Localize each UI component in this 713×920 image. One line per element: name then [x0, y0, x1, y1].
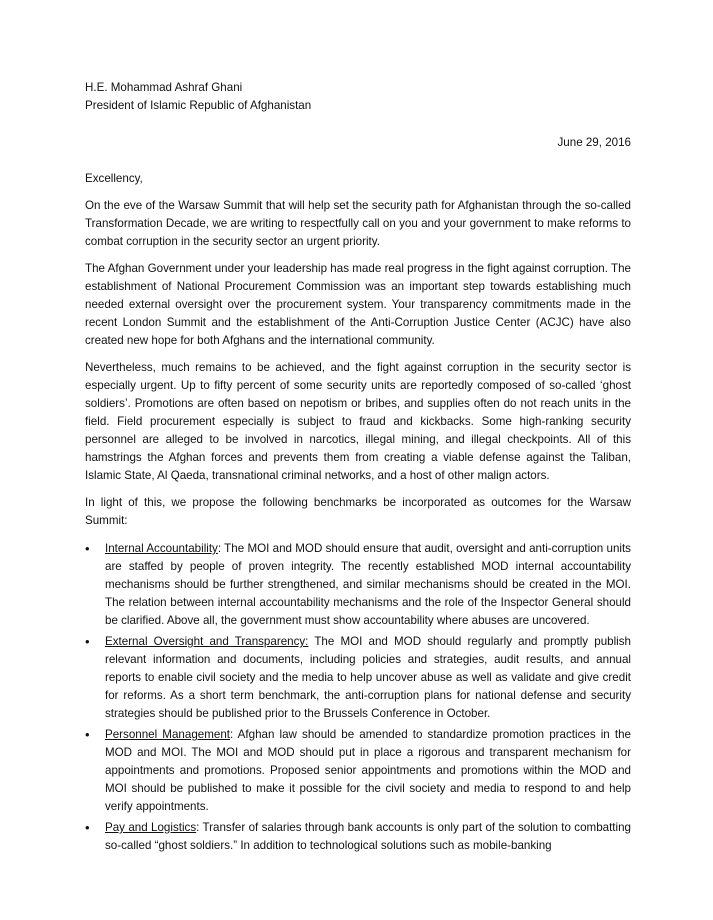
recipient-name: H.E. Mohammad Ashraf Ghani [85, 81, 243, 94]
benchmark-item-pay-logistics [85, 819, 631, 855]
bullet-icon: • [85, 634, 90, 649]
benchmark-item-external-oversight [85, 633, 631, 723]
letter-body [85, 79, 631, 858]
benchmark-heading: Pay and Logistics [105, 821, 197, 834]
letter-date: June 29, 2016 [557, 136, 631, 149]
recipient-title: President of Islamic Republic of Afghanistan [85, 99, 312, 112]
benchmark-text: : The MOI and MOD should ensure that audit, oversight and anti-corruption units are staffed by people of proven integrity. The recently established MOD internal accountability mechanisms should be further strengthened, and similar mechanisms should be created in the MOI. The relation between internal accountability mechanisms and the role of the Inspector General should be clarified. Above all, the government must show accountability where abuses are uncovered. [105, 542, 631, 627]
benchmark-item-personnel-management [85, 726, 631, 816]
bullet-icon: • [85, 820, 90, 835]
benchmark-heading: External Oversight and Transparency: [105, 635, 309, 648]
benchmark-text: : Transfer of salaries through bank accounts is only part of the solution to combatting so-called “ghost soldiers.” In addition to technological solutions such as mobile-banking [105, 821, 632, 852]
bullet-icon: • [85, 727, 90, 742]
benchmark-text: : Afghan law should be amended to standardize promotion practices in the MOD and MOI. The MOI and MOD should put in place a rigorous and transparent mechanism for appointments and promotions. Proposed senior appointments and promotions within the MOD and MOI should be published to make it possible for the civil society and media to respond to and help verify appointments. [105, 728, 631, 813]
salutation: Excellency, [85, 172, 143, 185]
paragraph-intro: On the eve of the Warsaw Summit that will help set the security path for Afghanistan through the so-called Transformation Decade, we are writing to respectfully call on you and your government to make reforms to combat corruption in the security sector an urgent priority. [85, 199, 631, 248]
benchmark-list [85, 540, 631, 855]
paragraph-progress: The Afghan Government under your leadership has made real progress in the fight against corruption. The establishment of National Procurement Commission was an important step towards establishing much needed external oversight over the procurement system. Your transparency commitments made in the recent London Summit and the establishment of the Anti-Corruption Justice Center (ACJC) have also created new hope for both Afghans and the international community. [85, 262, 631, 347]
paragraph-proposal: In light of this, we propose the following benchmarks be incorporated as outcomes for the Warsaw Summit: [85, 496, 631, 527]
benchmark-heading: Personnel Management [105, 728, 230, 741]
recipient-block [85, 79, 631, 115]
benchmark-heading: Internal Accountability [105, 542, 218, 555]
benchmark-item-internal-accountability [85, 540, 631, 630]
bullet-icon: • [85, 541, 90, 556]
paragraph-challenges: Nevertheless, much remains to be achieved, and the fight against corruption in the security sector is especially urgent. Up to fifty percent of some security units are reportedly composed of so-called ‘ghost soldiers’. Promotions are often based on nepotism or bribes, and supplies often do not reach units in the field. Field procurement especially is subject to fraud and kickbacks. Some high-ranking security personnel are alleged to be involved in narcotics, illegal mining, and illegal checkpoints. All of this hamstrings the Afghan forces and prevents them from creating a viable defense against the Taliban, Islamic State, Al Qaeda, transnational criminal networks, and a host of other malign actors. [85, 361, 631, 482]
benchmark-text: The MOI and MOD should regularly and promptly publish relevant information and documents, including policies and strategies, audit results, and annual reports to enable civil society and the media to help uncover abuse as well as validate and give credit for reforms. As a short term benchmark, the anti-corruption plans for national defense and security strategies should be published prior to the Brussels Conference in October. [105, 635, 631, 720]
